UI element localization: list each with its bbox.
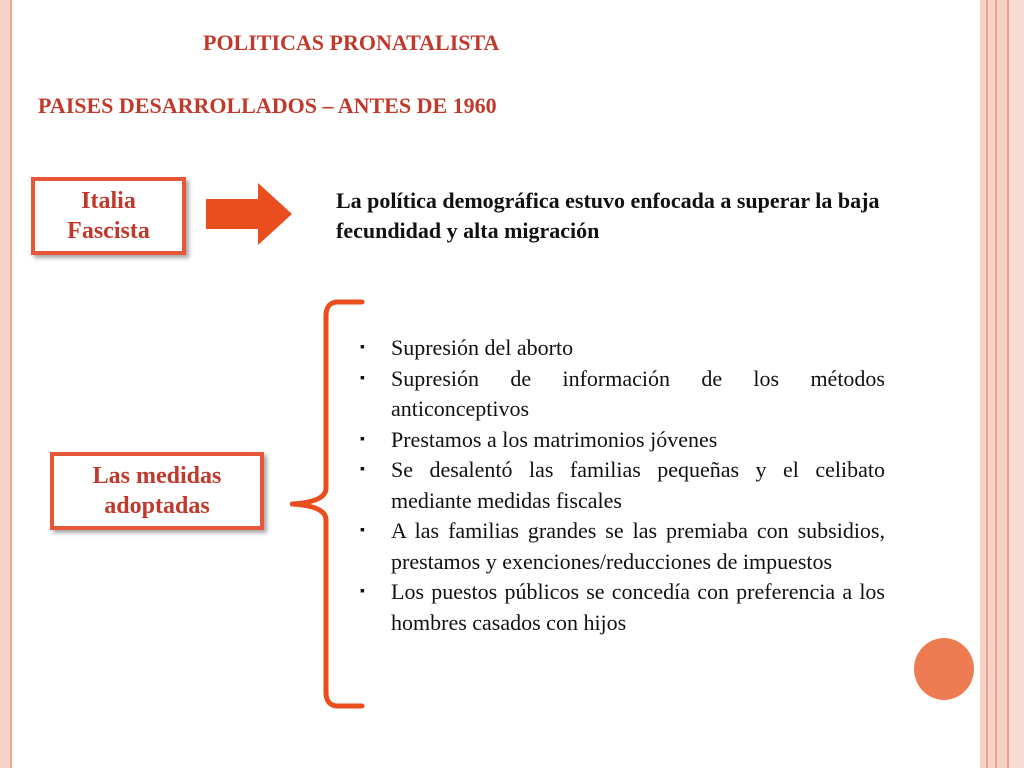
measure-text: Prestamos a los matrimonios jóvenes [391,426,718,452]
measures-box [50,452,264,530]
measure-text: Supresión de información de los métodos anticonceptivos [391,365,885,421]
bullet-icon: ▪ [360,523,365,538]
measures-box-line1: Las medidas [92,463,222,489]
measure-text: Se desalentó las familias pequeñas y el celibato mediante medidas fiscales [391,457,885,513]
slide-frame-right [980,0,1024,768]
measure-text: A las familias grandes se las premiaba con subsidios, prestamos y exenciones/reducciones de impuestos [391,518,885,574]
page-title: POLITICAS PRONATALISTA [203,30,500,55]
slide-frame-left [0,0,10,768]
left-brace-icon [290,298,370,710]
list-item [360,333,885,364]
list-item [360,364,885,425]
bullet-icon: ▪ [360,584,365,599]
page-subtitle: PAISES DESARROLLADOS – ANTES DE 1960 [38,93,497,118]
country-box-line1: Italia [81,188,136,214]
measure-text: Los puestos públicos se concedía con preferencia a los hombres casados con hijos [391,579,885,635]
circle-decoration [914,638,974,700]
policy-statement: La política demográfica estuvo enfocada a superar la baja fecundidad y alta migración [336,188,880,243]
measures-list [360,333,885,638]
measure-text: Supresión del aborto [391,335,574,360]
slide-frame-left-line [10,0,12,768]
bullet-icon: ▪ [360,431,365,447]
bullet-icon: ▪ [360,340,365,355]
list-item [360,516,885,577]
measures-box-line2: adoptadas [104,493,210,519]
country-box [31,177,186,255]
country-box-line2: Fascista [67,218,150,244]
bullet-icon: ▪ [360,462,365,477]
list-item [360,455,885,516]
right-arrow-icon [206,183,292,245]
list-item [360,425,885,456]
list-item [360,577,885,638]
bullet-icon: ▪ [360,370,365,386]
